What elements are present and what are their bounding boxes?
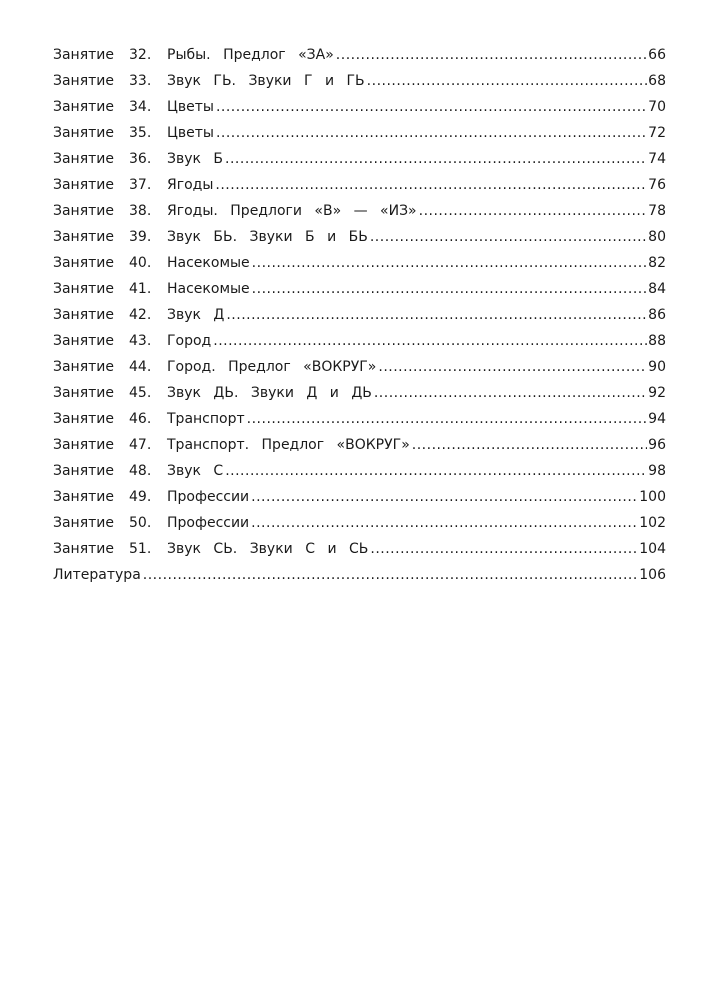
toc-page-number: 78 <box>648 203 666 219</box>
toc-page-number: 70 <box>648 99 666 115</box>
toc-lesson-word: Занятие <box>53 359 114 375</box>
toc-lesson-number: 50. <box>129 515 152 531</box>
toc-row <box>53 406 666 432</box>
toc-lesson-word: Занятие <box>53 177 114 193</box>
toc-lesson-title: Насекомые <box>167 255 250 271</box>
toc-lesson-number: 49. <box>129 489 152 505</box>
toc-row <box>53 536 666 562</box>
toc-dot-leader <box>378 354 647 380</box>
toc-lesson-title: Цветы <box>167 99 214 115</box>
toc-lesson-word: Занятие <box>53 255 114 271</box>
toc-lesson-number: 35. <box>129 125 152 141</box>
toc-dot-leader <box>213 328 647 354</box>
toc-lesson-word: Занятие <box>53 515 114 531</box>
toc-lesson-number: 39. <box>129 229 152 245</box>
toc-lesson-title: Звук Б <box>167 151 224 167</box>
toc-row <box>53 328 666 354</box>
toc-dot-leader <box>252 276 648 302</box>
toc-page-number: 68 <box>648 73 666 89</box>
toc-dot-leader <box>419 198 648 224</box>
toc-lesson-title: Профессии <box>167 515 250 531</box>
toc-lesson-word: Занятие <box>53 489 114 505</box>
table-of-contents <box>53 42 666 588</box>
toc-dot-leader <box>226 302 647 328</box>
toc-page-number: 90 <box>648 359 666 375</box>
toc-lesson-title: Профессии <box>167 489 250 505</box>
toc-lesson-number: 46. <box>129 411 152 427</box>
toc-lesson-number: 42. <box>129 307 152 323</box>
toc-row <box>53 120 666 146</box>
toc-page-number: 92 <box>648 385 666 401</box>
toc-row <box>53 146 666 172</box>
toc-dot-leader <box>225 146 647 172</box>
toc-lesson-title: Рыбы. Предлог «ЗА» <box>167 47 334 63</box>
toc-dot-leader <box>370 224 647 250</box>
toc-lesson-number: 38. <box>129 203 152 219</box>
toc-dot-leader <box>374 380 647 406</box>
toc-dot-leader <box>225 458 647 484</box>
toc-lesson-number: 41. <box>129 281 152 297</box>
toc-dot-leader <box>252 250 648 276</box>
toc-row <box>53 276 666 302</box>
toc-lesson-title: Цветы <box>167 125 214 141</box>
toc-page-number: 104 <box>639 541 666 557</box>
toc-lesson-number: 44. <box>129 359 152 375</box>
toc-row <box>53 432 666 458</box>
toc-row <box>53 68 666 94</box>
toc-dot-leader <box>251 484 638 510</box>
toc-dot-leader <box>215 172 647 198</box>
toc-page-number: 76 <box>648 177 666 193</box>
toc-page-number: 66 <box>648 47 666 63</box>
toc-page-number: 96 <box>648 437 666 453</box>
toc-page-number: 80 <box>648 229 666 245</box>
toc-row <box>53 250 666 276</box>
toc-lesson-word: Занятие <box>53 73 114 89</box>
toc-dot-leader <box>367 68 648 94</box>
toc-row <box>53 224 666 250</box>
toc-lesson-word: Занятие <box>53 437 114 453</box>
toc-lesson-number: 45. <box>129 385 152 401</box>
toc-row <box>53 42 666 68</box>
toc-lesson-title: Ягоды <box>167 177 214 193</box>
toc-lesson-number: 40. <box>129 255 152 271</box>
toc-lesson-title: Насекомые <box>167 281 250 297</box>
toc-page-number: 74 <box>648 151 666 167</box>
toc-dot-leader <box>251 510 638 536</box>
toc-page-number: 88 <box>648 333 666 349</box>
toc-lesson-word: Занятие <box>53 151 114 167</box>
toc-lesson-title: Звук ДЬ. Звуки Д и ДЬ <box>167 385 372 401</box>
toc-row <box>53 458 666 484</box>
toc-lesson-title: Звук С <box>167 463 224 479</box>
toc-row-literature <box>53 562 666 588</box>
toc-lesson-title: Звук СЬ. Звуки С и СЬ <box>167 541 369 557</box>
toc-lesson-word: Занятие <box>53 333 114 349</box>
toc-dot-leader <box>216 94 647 120</box>
toc-dot-leader <box>216 120 647 146</box>
toc-row <box>53 172 666 198</box>
toc-lesson-title: Город. Предлог «ВОКРУГ» <box>167 359 377 375</box>
toc-page-number: 84 <box>648 281 666 297</box>
toc-dot-leader <box>143 562 638 588</box>
toc-lesson-word: Занятие <box>53 203 114 219</box>
toc-page-number: 100 <box>639 489 666 505</box>
toc-lesson-title: Звук Д <box>167 307 225 323</box>
toc-lesson-number: 37. <box>129 177 152 193</box>
toc-lesson-number: 34. <box>129 99 152 115</box>
toc-lesson-word: Занятие <box>53 99 114 115</box>
toc-page-number: 82 <box>648 255 666 271</box>
toc-lesson-word: Занятие <box>53 229 114 245</box>
toc-page-number: 86 <box>648 307 666 323</box>
toc-row <box>53 94 666 120</box>
toc-lesson-title: Транспорт <box>167 411 245 427</box>
toc-lesson-title: Звук ГЬ. Звуки Г и ГЬ <box>167 73 365 89</box>
toc-lesson-number: 32. <box>129 47 152 63</box>
toc-row <box>53 354 666 380</box>
toc-page-number: 94 <box>648 411 666 427</box>
toc-row <box>53 302 666 328</box>
toc-lesson-title: Звук БЬ. Звуки Б и БЬ <box>167 229 368 245</box>
toc-page-number: 98 <box>648 463 666 479</box>
toc-lesson-word: Занятие <box>53 307 114 323</box>
toc-page-number: 72 <box>648 125 666 141</box>
toc-lesson-word: Занятие <box>53 281 114 297</box>
toc-lesson-number: 33. <box>129 73 152 89</box>
toc-dot-leader <box>336 42 647 68</box>
toc-lesson-number: 43. <box>129 333 152 349</box>
toc-lesson-number: 51. <box>129 541 152 557</box>
toc-lesson-word: Занятие <box>53 47 114 63</box>
toc-literature-page: 106 <box>639 567 666 583</box>
toc-row <box>53 380 666 406</box>
toc-lesson-number: 36. <box>129 151 152 167</box>
toc-lesson-word: Занятие <box>53 385 114 401</box>
toc-lesson-title: Город <box>167 333 212 349</box>
toc-row <box>53 510 666 536</box>
toc-page-number: 102 <box>639 515 666 531</box>
toc-lesson-number: 48. <box>129 463 152 479</box>
toc-lesson-word: Занятие <box>53 541 114 557</box>
toc-row <box>53 484 666 510</box>
toc-lesson-word: Занятие <box>53 411 114 427</box>
toc-dot-leader <box>412 432 647 458</box>
toc-literature-title: Литература <box>53 567 141 583</box>
toc-row <box>53 198 666 224</box>
toc-lesson-title: Ягоды. Предлоги «В» — «ИЗ» <box>167 203 417 219</box>
toc-lesson-word: Занятие <box>53 125 114 141</box>
toc-dot-leader <box>370 536 638 562</box>
toc-lesson-title: Транспорт. Предлог «ВОКРУГ» <box>167 437 410 453</box>
toc-lesson-word: Занятие <box>53 463 114 479</box>
toc-lesson-number: 47. <box>129 437 152 453</box>
toc-dot-leader <box>247 406 648 432</box>
